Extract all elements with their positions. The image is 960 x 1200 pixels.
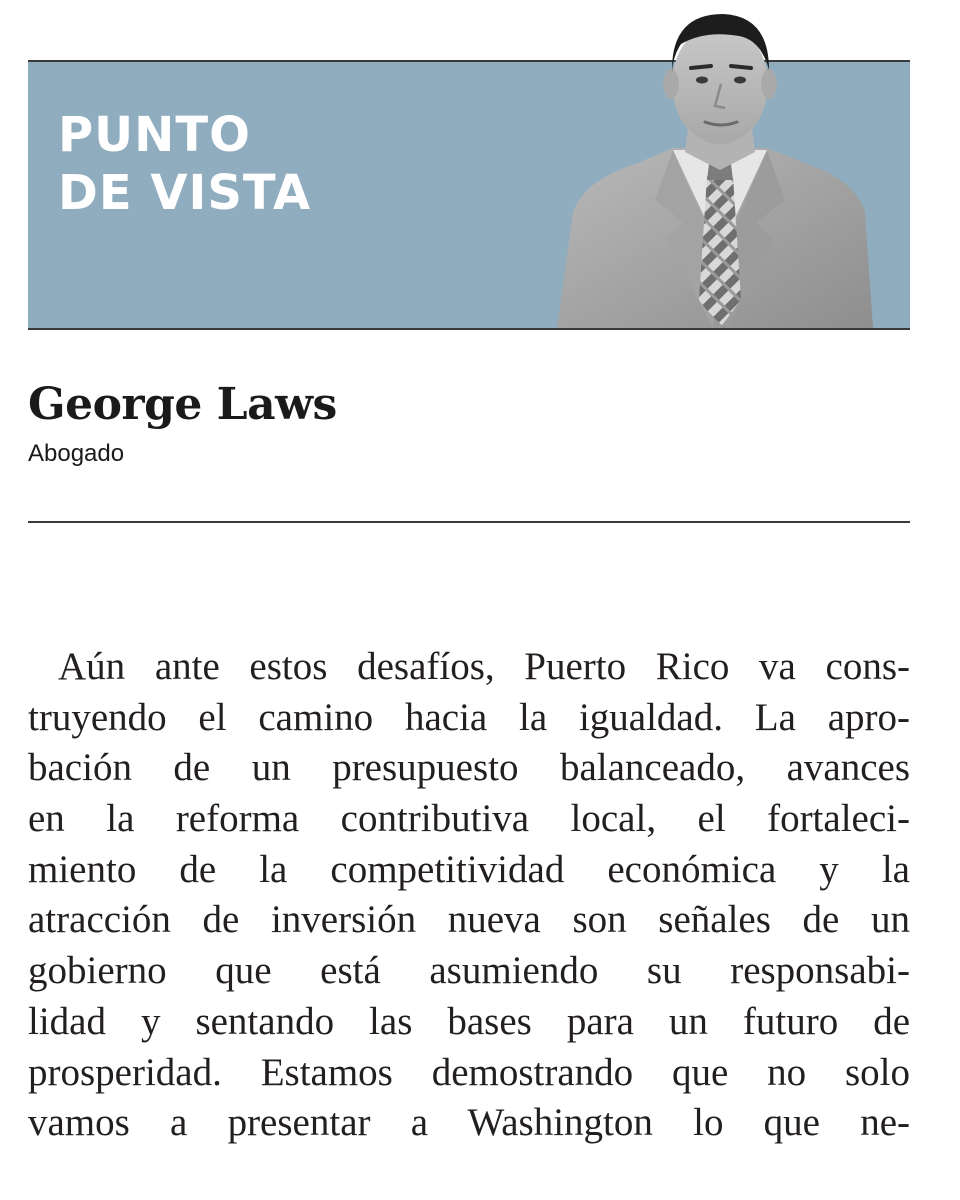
article-line: vamos a presentar a Washington lo que ne- xyxy=(28,1101,910,1145)
author-block xyxy=(28,380,337,468)
article-line: lidad y sentando las bases para un futuro de xyxy=(28,999,910,1043)
article-line: bación de un presupuesto balanceado, avances xyxy=(28,746,910,790)
section-title xyxy=(58,106,311,222)
section-divider xyxy=(28,521,910,523)
article-line: miento de la competitividad económica y la xyxy=(28,847,910,891)
section-title-line-1: PUNTO xyxy=(58,107,251,163)
article-body xyxy=(28,642,910,1149)
author-name: George Laws xyxy=(28,379,337,430)
article-line: truyendo el camino hacia la igualdad. La apro- xyxy=(28,695,910,739)
article-line: en la reforma contributiva local, el fortaleci- xyxy=(28,797,910,841)
article-line: gobierno que está asumiendo su responsabi- xyxy=(28,949,910,993)
author-role: Abogado xyxy=(28,440,125,467)
article-line: Aún ante estos desafíos, Puerto Rico va cons- xyxy=(58,645,910,688)
article-line: atracción de inversión nueva son señales de un xyxy=(28,898,910,942)
article-line: prosperidad. Estamos demostrando que no solo xyxy=(28,1050,910,1094)
author-portrait xyxy=(555,0,885,330)
section-title-line-2: DE VISTA xyxy=(58,165,312,221)
